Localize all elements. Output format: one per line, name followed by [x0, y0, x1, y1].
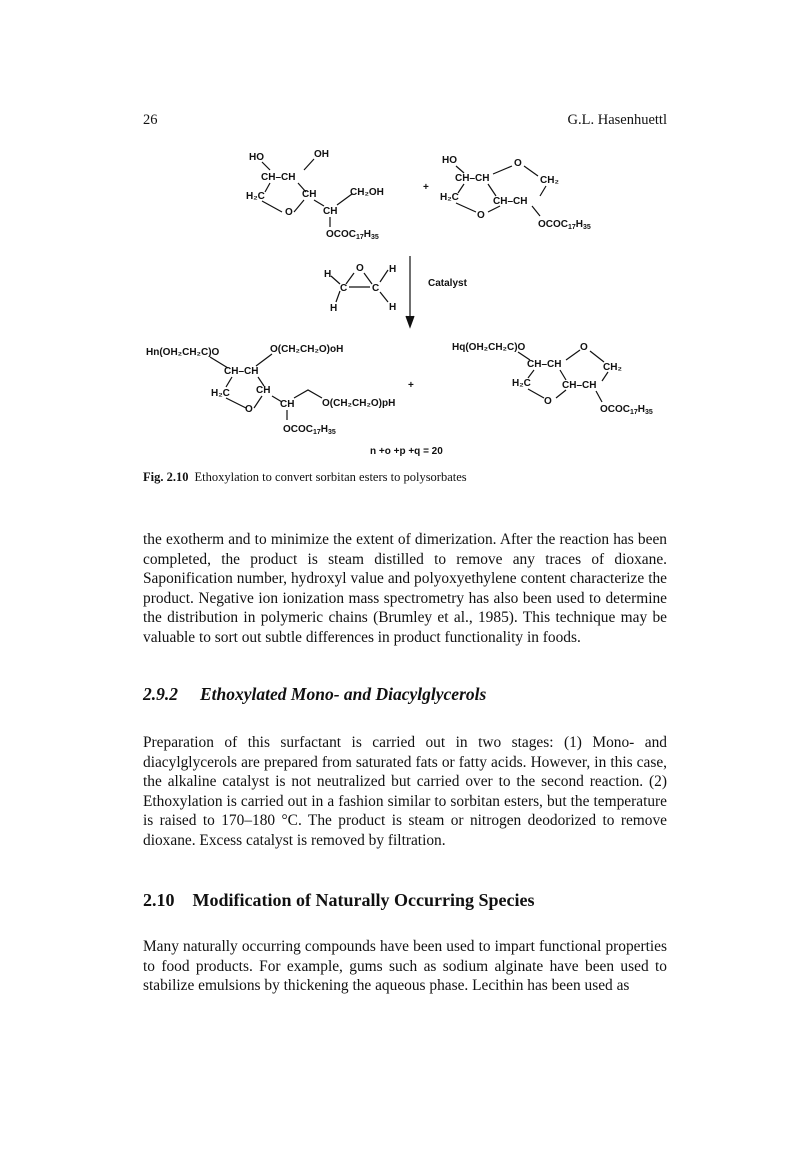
section-title: Ethoxylated Mono- and Diacylglycerols — [200, 684, 487, 704]
product-isosorbide-polysorbate — [452, 342, 653, 416]
hydrogen-label: H — [389, 302, 397, 313]
epoxide-oxygen-label: O — [356, 263, 364, 274]
ring-ch-ch-label: CH–CH — [493, 196, 528, 207]
figure-label: Fig. 2.10 — [143, 470, 189, 484]
product-polysorbate — [146, 344, 395, 436]
ethylene-oxide — [324, 263, 396, 314]
hydroxyl-label: HO — [442, 155, 457, 166]
ring-oxygen-label: O — [285, 207, 293, 218]
ring-h2c-label: H₂C — [246, 191, 265, 202]
hydrogen-label: H — [324, 269, 332, 280]
ester-label: $OCOC_{17}H_{35}$ — [538, 219, 591, 231]
side-ch-label: CH — [323, 206, 338, 217]
ch2-label: CH₂ — [603, 362, 622, 373]
ring-h2c-label: H₂C — [211, 388, 230, 399]
ethoxylate-chain-label: O(CH₂CH₂O)oH — [270, 344, 344, 355]
hydroxyl-label: OH — [314, 149, 329, 160]
section-heading-2-10 — [143, 890, 534, 911]
hydroxyl-label: HO — [249, 152, 264, 163]
ring-ch-ch-label: CH–CH — [261, 172, 296, 183]
ring-oxygen-label: O — [544, 396, 552, 407]
ring-ch-ch-label: CH–CH — [455, 173, 490, 184]
reaction-arrow — [406, 256, 414, 327]
stoichiometry-equation: n +o +p +q = 20 — [370, 446, 443, 457]
page-number: 26 — [143, 112, 158, 128]
reactant-isosorbide-ester — [440, 155, 591, 231]
carbon-label: C — [372, 283, 380, 294]
ester-label: $OCOC_{17}H_{35}$ — [600, 404, 653, 416]
ring-ch-ch-label: CH–CH — [562, 380, 597, 391]
ring-oxygen-label: O — [477, 210, 485, 221]
section-number: 2.10 — [143, 890, 175, 910]
ring-ch-label: CH — [302, 189, 317, 200]
ch2-label: CH₂ — [540, 175, 559, 186]
ethoxylate-chain-label: O(CH₂CH₂O)pH — [322, 398, 396, 409]
ethoxylate-chain-label: Hn(OH₂CH₂C)O — [146, 347, 220, 358]
carbon-label: C — [340, 283, 348, 294]
ring-ch-label: CH — [256, 385, 271, 396]
reaction-scheme — [0, 0, 800, 470]
plus-sign: + — [423, 182, 429, 193]
side-ch-label: CH — [280, 399, 295, 410]
ring-oxygen-label: O — [514, 158, 522, 169]
running-author: G.L. Hasenhuettl — [567, 112, 667, 128]
catalyst-label: Catalyst — [428, 278, 467, 289]
ch2oh-label: CH₂OH — [350, 187, 384, 198]
body-paragraph: Many naturally occurring compounds have been used to impart functional properties to food products. For example, gums such as sodium alginate have been used to stabilize emulsions by thickening the aqueous phase. Lecithin has been used as — [143, 938, 667, 995]
ring-ch-ch-label: CH–CH — [224, 366, 259, 377]
plus-sign: + — [408, 380, 414, 391]
body-paragraph: Preparation of this surfactant is carried out in two stages: (1) Mono- and diacylglycerols are prepared from saturated fats or fatty acids. However, in this case, the alkaline catalyst is not neutralized but carried over to the second reaction. (2) Ethoxylation is carried out in a fashion similar to sorbitan esters, but the temperature is raised to 170–180 °C. The product is steam or nitrogen deodorized to remove dioxane. Excess catalyst is removed by filtration. — [143, 734, 667, 849]
section-heading-2-9-2 — [143, 684, 486, 705]
ester-label: $OCOC_{17}H_{35}$ — [283, 424, 336, 436]
section-number: 2.9.2 — [143, 684, 178, 704]
ring-oxygen-label: O — [580, 342, 588, 353]
ring-ch-ch-label: CH–CH — [527, 359, 562, 370]
ester-label: $OCOC_{17}H_{35}$ — [326, 229, 379, 241]
reactant-sorbitan-diol — [246, 149, 384, 241]
figure-caption-text: Ethoxylation to convert sorbitan esters to polysorbates — [194, 470, 467, 484]
ethoxylate-chain-label: Hq(OH₂CH₂C)O — [452, 342, 526, 353]
body-paragraph: the exotherm and to minimize the extent of dimerization. After the reaction has been completed, the product is steam distilled to remove any traces of dioxane. Saponification number, hydroxyl value and polyoxyethylene content characterize the product. Negative ion ionization mass spectrometry has also been used to determine the distribution in polymeric chains (Brumley et al., 1985). This technique may be valuable to sort out subtle differences in product functionality in foods. — [143, 531, 667, 646]
hydrogen-label: H — [389, 264, 397, 275]
section-title: Modification of Naturally Occurring Species — [192, 890, 535, 910]
hydrogen-label: H — [330, 303, 338, 314]
ring-h2c-label: H₂C — [440, 192, 459, 203]
ring-oxygen-label: O — [245, 404, 253, 415]
figure-caption — [143, 470, 667, 485]
ring-h2c-label: H₂C — [512, 378, 531, 389]
